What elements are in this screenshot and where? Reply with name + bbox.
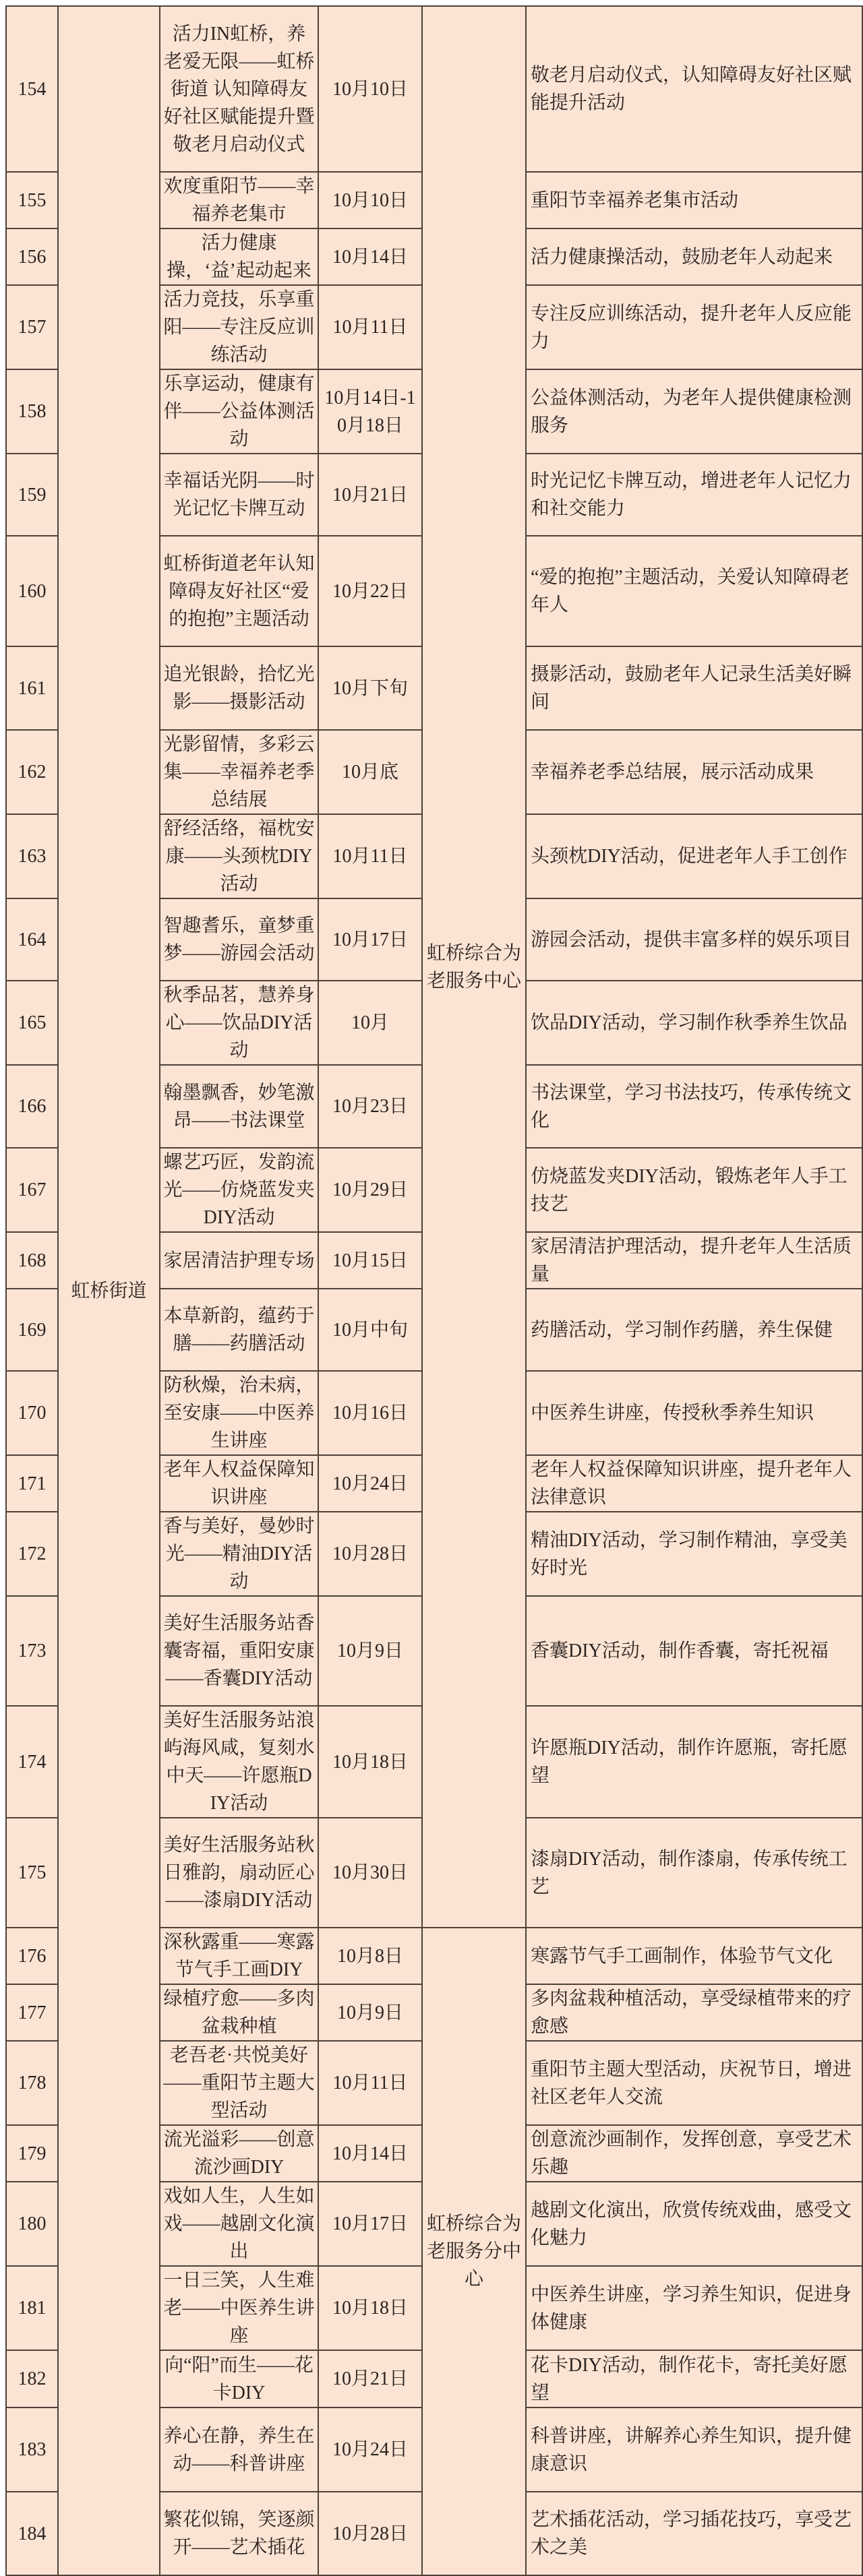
row-number: 155 — [6, 172, 58, 228]
activity-name: 乐享运动，健康有伴——公益体测活动 — [160, 369, 318, 454]
activity-name: 家居清洁护理专场 — [160, 1232, 318, 1289]
row-number: 173 — [6, 1596, 58, 1706]
activity-description: 老年人权益保障知识讲座，提升老年人法律意识 — [526, 1455, 862, 1512]
row-number: 166 — [6, 1065, 58, 1148]
activity-name: 虹桥街道老年认知障碍友好社区“爱的抱抱”主题活动 — [160, 536, 318, 646]
activity-date: 10月14日 — [318, 228, 422, 285]
activity-description: 活力健康操活动，鼓励老年人动起来 — [526, 228, 862, 285]
row-number: 180 — [6, 2182, 58, 2266]
row-number: 177 — [6, 1984, 58, 2041]
activity-name: 老吾老·共悦美好——重阳节主题大型活动 — [160, 2041, 318, 2125]
district-cell: 虹桥街道 — [58, 6, 160, 2575]
activity-name: 一日三笑，人生难老——中医养生讲座 — [160, 2266, 318, 2350]
activity-date: 10月底 — [318, 730, 422, 814]
activity-name: 追光银龄，拾忆光影——摄影活动 — [160, 646, 318, 730]
activity-name: 绿植疗愈——多肉盆栽种植 — [160, 1984, 318, 2041]
activity-date: 10月10日 — [318, 6, 422, 172]
activity-table — [5, 5, 863, 2576]
row-number: 181 — [6, 2266, 58, 2350]
row-number: 156 — [6, 228, 58, 285]
activity-date: 10月9日 — [318, 1596, 422, 1706]
activity-table-container — [5, 5, 863, 2576]
activity-date: 10月10日 — [318, 172, 422, 228]
activity-name: 活力IN虹桥，养老爱无限——虹桥街道 认知障碍友好社区赋能提升暨敬老月启动仪式 — [160, 6, 318, 172]
activity-name: 活力竞技，乐享重阳——专注反应训练活动 — [160, 285, 318, 369]
activity-description: 许愿瓶DIY活动，制作许愿瓶，寄托愿望 — [526, 1706, 862, 1818]
row-number: 172 — [6, 1512, 58, 1596]
activity-description: 仿烧蓝发夹DIY活动，锻炼老年人手工技艺 — [526, 1148, 862, 1232]
activity-date: 10月30日 — [318, 1818, 422, 1928]
activity-name: 养心在静，养生在动——科普讲座 — [160, 2408, 318, 2492]
activity-name: 活力健康操，‘益’起动起来 — [160, 228, 318, 285]
row-number: 163 — [6, 814, 58, 898]
activity-name: 美好生活服务站秋日雅韵，扇动匠心——漆扇DIY活动 — [160, 1818, 318, 1928]
activity-date: 10月28日 — [318, 2492, 422, 2575]
activity-date: 10月14日-10月18日 — [318, 369, 422, 454]
activity-name: 螺艺巧匠，发韵流光——仿烧蓝发夹DIY活动 — [160, 1148, 318, 1232]
row-number: 161 — [6, 646, 58, 730]
activity-name: 舒经活络，福枕安康——头颈枕DIY活动 — [160, 814, 318, 898]
table-row — [6, 6, 862, 172]
activity-date: 10月11日 — [318, 814, 422, 898]
activity-description: 公益体测活动，为老年人提供健康检测服务 — [526, 369, 862, 454]
row-number: 169 — [6, 1289, 58, 1371]
activity-name: 幸福话光阴——时光记忆卡牌互动 — [160, 454, 318, 536]
activity-name: 美好生活服务站香囊寄福，重阳安康——香囊DIY活动 — [160, 1596, 318, 1706]
activity-name: 老年人权益保障知识讲座 — [160, 1455, 318, 1512]
row-number: 176 — [6, 1928, 58, 1984]
activity-description: 幸福养老季总结展，展示活动成果 — [526, 730, 862, 814]
activity-name: 繁花似锦，笑逐颜开——艺术插花 — [160, 2492, 318, 2575]
activity-date: 10月21日 — [318, 2350, 422, 2408]
row-number: 179 — [6, 2125, 58, 2182]
activity-date: 10月18日 — [318, 1706, 422, 1818]
row-number: 154 — [6, 6, 58, 172]
row-number: 167 — [6, 1148, 58, 1232]
activity-name: 香与美好，曼妙时光——精油DIY活动 — [160, 1512, 318, 1596]
activity-description: 头颈枕DIY活动，促进老年人手工创作 — [526, 814, 862, 898]
activity-description: 香囊DIY活动，制作香囊，寄托祝福 — [526, 1596, 862, 1706]
activity-name: 防秋燥，治未病，至安康——中医养生讲座 — [160, 1371, 318, 1455]
row-number: 174 — [6, 1706, 58, 1818]
row-number: 159 — [6, 454, 58, 536]
activity-description: 书法课堂，学习书法技巧，传承传统文化 — [526, 1065, 862, 1148]
row-number: 157 — [6, 285, 58, 369]
activity-description: 寒露节气手工画制作，体验节气文化 — [526, 1928, 862, 1984]
row-number: 184 — [6, 2492, 58, 2575]
activity-date: 10月22日 — [318, 536, 422, 646]
activity-name: 流光溢彩——创意流沙画DIY — [160, 2125, 318, 2182]
row-number: 170 — [6, 1371, 58, 1455]
activity-date: 10月23日 — [318, 1065, 422, 1148]
activity-name: 秋季品茗，慧养身心——饮品DIY活动 — [160, 981, 318, 1065]
activity-date: 10月中旬 — [318, 1289, 422, 1371]
activity-description: 越剧文化演出，欣赏传统戏曲，感受文化魅力 — [526, 2182, 862, 2266]
activity-name: 向“阳”而生——花卡DIY — [160, 2350, 318, 2408]
activity-name: 美好生活服务站浪屿海风咸，复刻水中天——许愿瓶DIY活动 — [160, 1706, 318, 1818]
row-number: 164 — [6, 898, 58, 981]
activity-date: 10月18日 — [318, 2266, 422, 2350]
activity-description: 多肉盆栽种植活动，享受绿植带来的疗愈感 — [526, 1984, 862, 2041]
activity-description: 专注反应训练活动，提升老年人反应能力 — [526, 285, 862, 369]
activity-date: 10月17日 — [318, 2182, 422, 2266]
activity-description: 时光记忆卡牌互动，增进老年人记忆力和社交能力 — [526, 454, 862, 536]
activity-date: 10月28日 — [318, 1512, 422, 1596]
row-number: 171 — [6, 1455, 58, 1512]
activity-date: 10月16日 — [318, 1371, 422, 1455]
activity-description: “爱的抱抱”主题活动，关爱认知障碍老年人 — [526, 536, 862, 646]
activity-date: 10月24日 — [318, 2408, 422, 2492]
activity-description: 药膳活动，学习制作药膳，养生保健 — [526, 1289, 862, 1371]
activity-date: 10月11日 — [318, 285, 422, 369]
row-number: 160 — [6, 536, 58, 646]
row-number: 158 — [6, 369, 58, 454]
activity-name: 深秋露重——寒露节气手工画DIY — [160, 1928, 318, 1984]
row-number: 182 — [6, 2350, 58, 2408]
organizer-cell: 虹桥综合为老服务分中心 — [422, 1928, 526, 2575]
activity-description: 精油DIY活动，学习制作精油，享受美好时光 — [526, 1512, 862, 1596]
activity-description: 敬老月启动仪式，认知障碍友好社区赋能提升活动 — [526, 6, 862, 172]
activity-name: 光影留情，多彩云集——幸福养老季总结展 — [160, 730, 318, 814]
row-number: 168 — [6, 1232, 58, 1289]
activity-date: 10月21日 — [318, 454, 422, 536]
activity-date: 10月15日 — [318, 1232, 422, 1289]
activity-name: 戏如人生，人生如戏——越剧文化演出 — [160, 2182, 318, 2266]
activity-description: 饮品DIY活动，学习制作秋季养生饮品 — [526, 981, 862, 1065]
row-number: 175 — [6, 1818, 58, 1928]
activity-date: 10月14日 — [318, 2125, 422, 2182]
activity-name: 智趣耆乐，童梦重梦——游园会活动 — [160, 898, 318, 981]
activity-description: 科普讲座，讲解养心养生知识，提升健康意识 — [526, 2408, 862, 2492]
activity-description: 创意流沙画制作，发挥创意，享受艺术乐趣 — [526, 2125, 862, 2182]
activity-description: 游园会活动，提供丰富多样的娱乐项目 — [526, 898, 862, 981]
row-number: 183 — [6, 2408, 58, 2492]
organizer-cell: 虹桥综合为老服务中心 — [422, 6, 526, 1928]
activity-description: 花卡DIY活动，制作花卡，寄托美好愿望 — [526, 2350, 862, 2408]
activity-date: 10月11日 — [318, 2041, 422, 2125]
activity-name: 翰墨飘香，妙笔激昂——书法课堂 — [160, 1065, 318, 1148]
activity-name: 欢度重阳节——幸福养老集市 — [160, 172, 318, 228]
row-number: 165 — [6, 981, 58, 1065]
activity-date: 10月9日 — [318, 1984, 422, 2041]
activity-description: 漆扇DIY活动，制作漆扇，传承传统工艺 — [526, 1818, 862, 1928]
activity-date: 10月29日 — [318, 1148, 422, 1232]
activity-description: 中医养生讲座，学习养生知识，促进身体健康 — [526, 2266, 862, 2350]
activity-description: 重阳节幸福养老集市活动 — [526, 172, 862, 228]
activity-date: 10月下旬 — [318, 646, 422, 730]
activity-description: 摄影活动，鼓励老年人记录生活美好瞬间 — [526, 646, 862, 730]
activity-description: 重阳节主题大型活动，庆祝节日，增进社区老年人交流 — [526, 2041, 862, 2125]
activity-description: 艺术插花活动，学习插花技巧，享受艺术之美 — [526, 2492, 862, 2575]
activity-date: 10月17日 — [318, 898, 422, 981]
activity-date: 10月 — [318, 981, 422, 1065]
activity-date: 10月8日 — [318, 1928, 422, 1984]
row-number: 162 — [6, 730, 58, 814]
row-number: 178 — [6, 2041, 58, 2125]
activity-name: 本草新韵，蕴药于膳——药膳活动 — [160, 1289, 318, 1371]
activity-date: 10月24日 — [318, 1455, 422, 1512]
activity-description: 中医养生讲座，传授秋季养生知识 — [526, 1371, 862, 1455]
activity-description: 家居清洁护理活动，提升老年人生活质量 — [526, 1232, 862, 1289]
